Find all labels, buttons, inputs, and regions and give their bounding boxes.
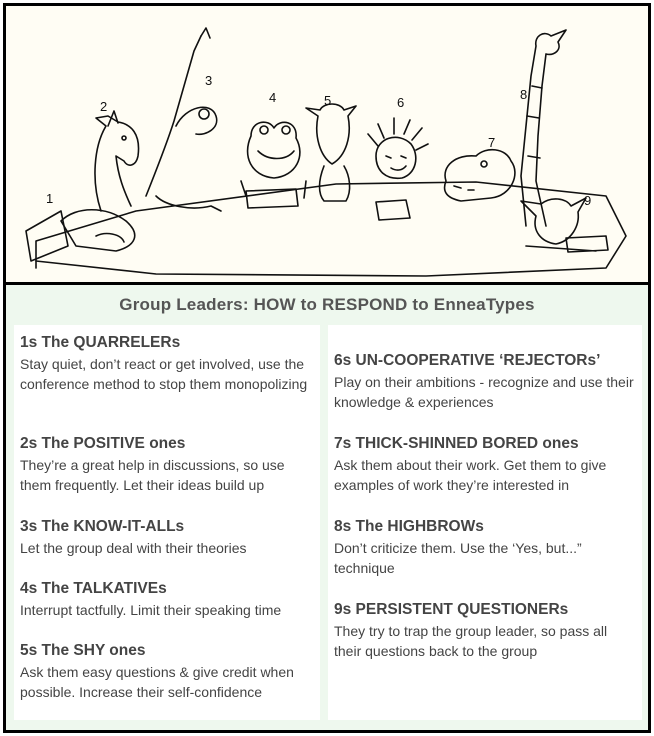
- entry-type-8: [334, 517, 638, 578]
- poster-frame: [3, 3, 651, 733]
- entry-description: Stay quiet, don’t react or get involved, use the conference method to stop them monopolizing: [20, 356, 308, 392]
- entry-type-6: [334, 351, 638, 412]
- page-title: Group Leaders: HOW to RESPOND to EnneaTypes: [119, 295, 535, 314]
- figure-label-8: 8: [520, 87, 528, 102]
- entry-title: 6s UN-COOPERATIVE ‘REJECTORs’: [334, 352, 601, 369]
- figure-label-2: 2: [100, 99, 108, 114]
- entry-description: Interrupt tactfully. Limit their speaking time: [20, 602, 282, 618]
- entry-description: Don’t criticize them. Use the ‘Yes, but...” technique: [334, 540, 582, 576]
- right-column: [328, 325, 642, 720]
- entry-title: 5s The SHY ones: [20, 642, 146, 659]
- figure-label-7: 7: [488, 135, 496, 150]
- entry-description: Ask them about their work. Get them to give examples of work they’re interested in: [334, 457, 607, 493]
- advice-section: [6, 285, 648, 730]
- entry-title: 1s The QUARRELERs: [20, 334, 181, 351]
- entry-description: They try to trap the group leader, so pass all their questions back to the group: [334, 623, 608, 659]
- entry-description: Ask them easy questions & give credit when possible. Increase their self-confidence: [20, 664, 294, 700]
- entry-type-5: [20, 641, 316, 702]
- entry-type-2: [20, 434, 316, 495]
- entry-description: Let the group deal with their theories: [20, 540, 247, 556]
- figure-label-9: 9: [584, 193, 592, 208]
- entry-description: Play on their ambitions - recognize and use their knowledge & experiences: [334, 374, 634, 410]
- meeting-table-illustration: [6, 6, 648, 282]
- entry-description: They’re a great help in discussions, so use them frequently. Let their ideas build up: [20, 457, 285, 493]
- entry-title: 9s PERSISTENT QUESTIONERs: [334, 601, 569, 618]
- entry-type-1: [20, 333, 316, 394]
- entry-title: 7s THICK-SHINNED BORED ones: [334, 435, 579, 452]
- entry-title: 4s The TALKATIVEs: [20, 580, 167, 597]
- figure-label-3: 3: [205, 73, 213, 88]
- cartoon-drawing: [6, 6, 648, 282]
- entry-title: 8s The HIGHBROWs: [334, 518, 484, 535]
- figure-label-4: 4: [269, 90, 277, 105]
- figure-label-1: 1: [46, 191, 54, 206]
- entry-title: 3s The KNOW-IT-ALLs: [20, 518, 185, 535]
- entry-type-4: [20, 579, 316, 620]
- left-column: [14, 325, 320, 720]
- entry-type-9: [334, 600, 638, 661]
- figure-label-5: 5: [324, 93, 332, 108]
- entry-title: 2s The POSITIVE ones: [20, 435, 186, 452]
- entry-type-7: [334, 434, 638, 495]
- figure-label-6: 6: [397, 95, 405, 110]
- entry-type-3: [20, 517, 316, 558]
